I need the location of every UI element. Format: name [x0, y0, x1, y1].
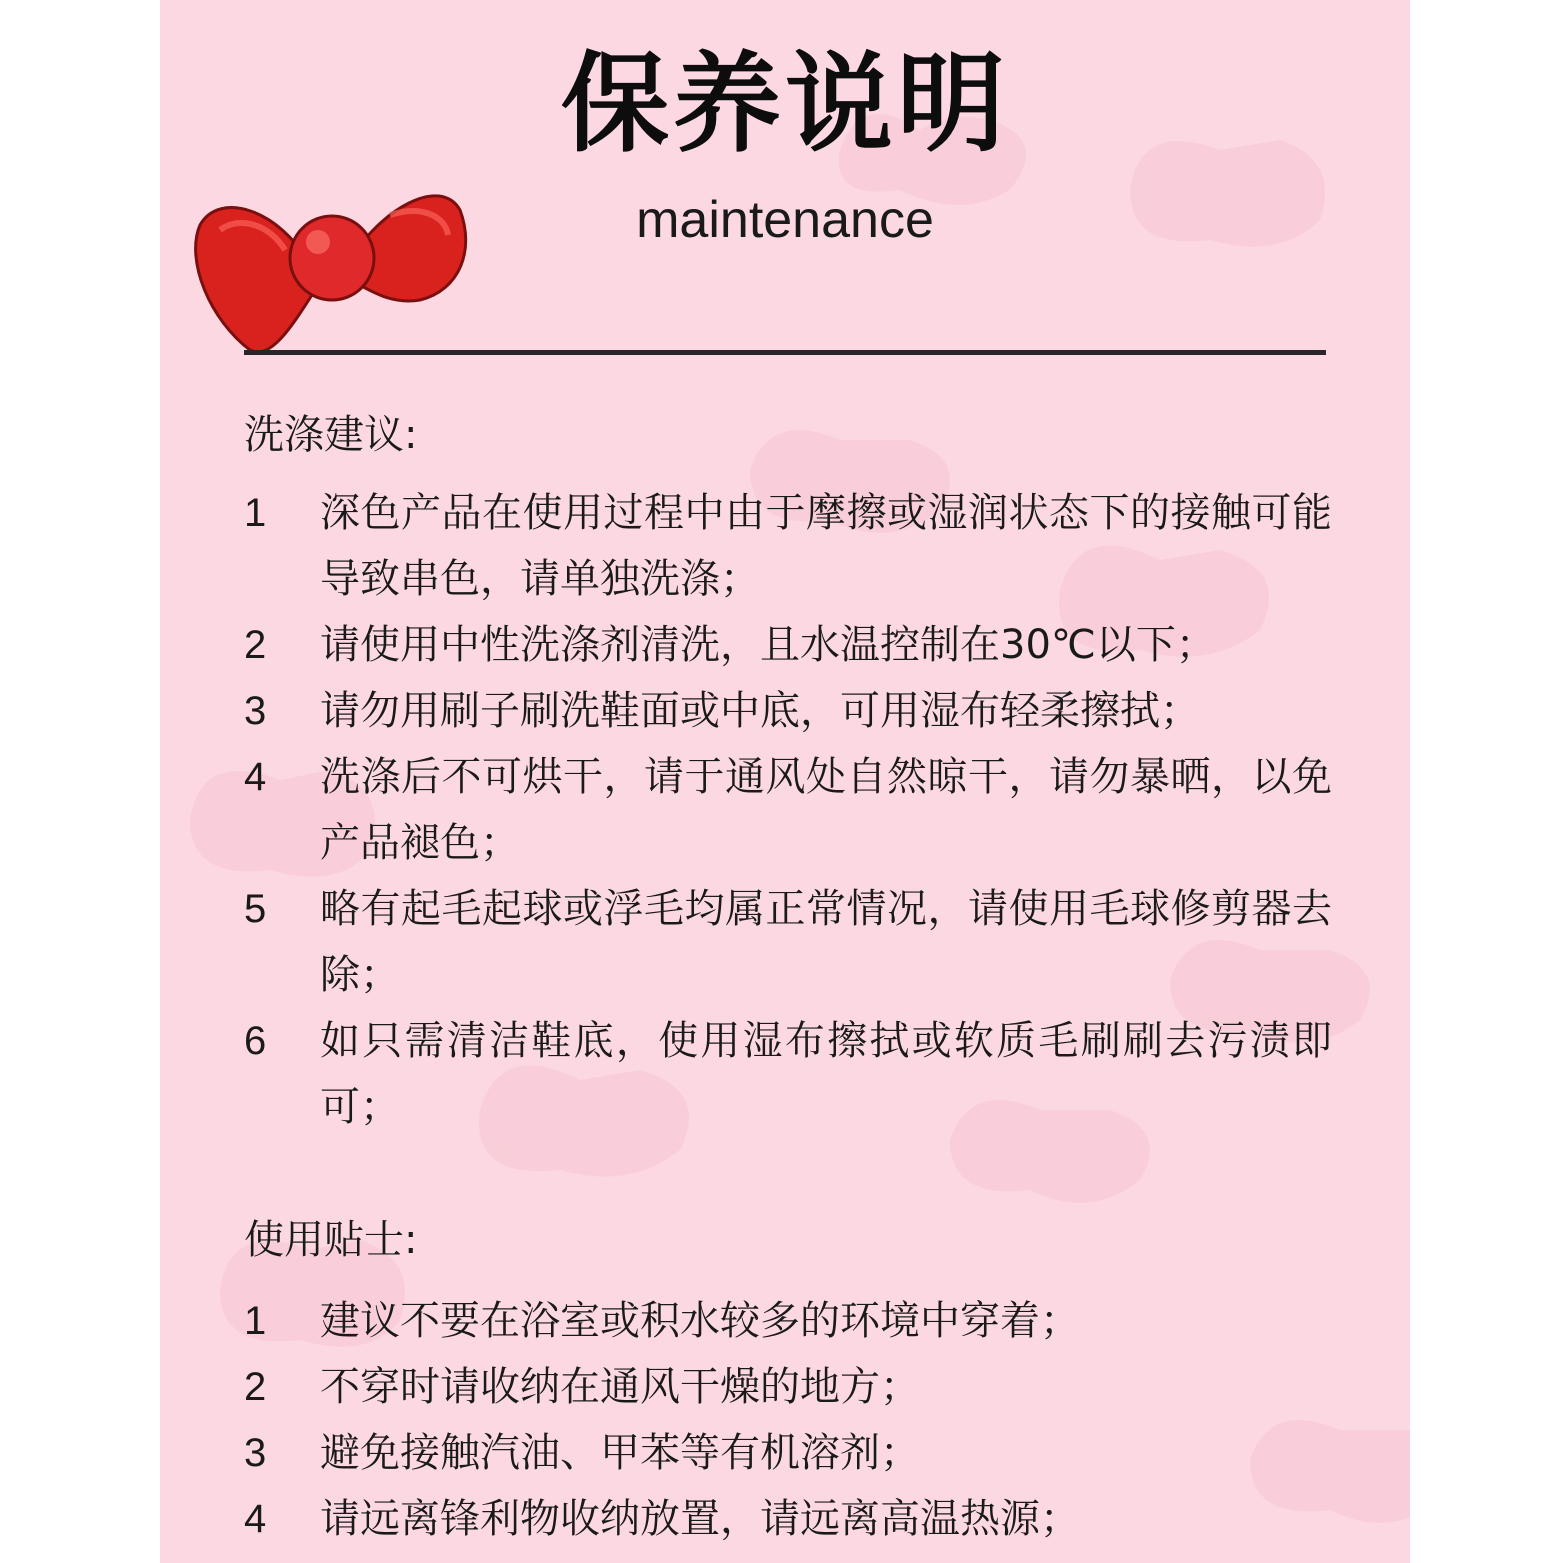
tips-heading: 使用贴士: — [244, 1217, 418, 1263]
item-number: 4 — [244, 1497, 267, 1541]
washing-heading: 洗涤建议: — [244, 412, 418, 458]
care-card — [160, 0, 1410, 1563]
item-number: 2 — [244, 623, 267, 667]
item-text: 如只需清洁鞋底，使用湿布擦拭或软质毛刷刷去污渍即可； — [320, 1018, 1332, 1130]
divider — [244, 350, 1326, 355]
item-text: 请远离锋利物收纳放置，请远离高温热源； — [320, 1496, 1080, 1542]
item-number: 6 — [244, 1019, 267, 1063]
item-number: 5 — [244, 887, 267, 931]
item-text: 请使用中性洗涤剂清洗，且水温控制在30℃以下； — [320, 622, 1216, 668]
item-number: 4 — [244, 755, 267, 799]
page-title: 保养说明 — [560, 42, 1009, 167]
item-text: 不穿时请收纳在通风干燥的地方； — [320, 1364, 920, 1410]
item-text: 请勿用刷子刷洗鞋面或中底，可用湿布轻柔擦拭； — [320, 688, 1200, 734]
item-text: 深色产品在使用过程中由于摩擦或湿润状态下的接触可能导致串色，请单独洗涤； — [320, 490, 1332, 602]
item-number: 3 — [244, 1431, 267, 1475]
item-text: 洗涤后不可烘干，请于通风处自然晾干，请勿暴晒，以免产品褪色； — [320, 754, 1332, 866]
item-text: 建议不要在浴室或积水较多的环境中穿着； — [320, 1298, 1080, 1344]
item-text: 略有起毛起球或浮毛均属正常情况，请使用毛球修剪器去除； — [320, 886, 1332, 998]
item-number: 2 — [244, 1365, 267, 1409]
item-number: 3 — [244, 689, 267, 733]
item-number: 1 — [244, 491, 267, 535]
item-number: 1 — [244, 1299, 267, 1343]
page-subtitle: maintenance — [636, 191, 934, 249]
item-text: 避免接触汽油、甲苯等有机溶剂； — [320, 1430, 920, 1476]
